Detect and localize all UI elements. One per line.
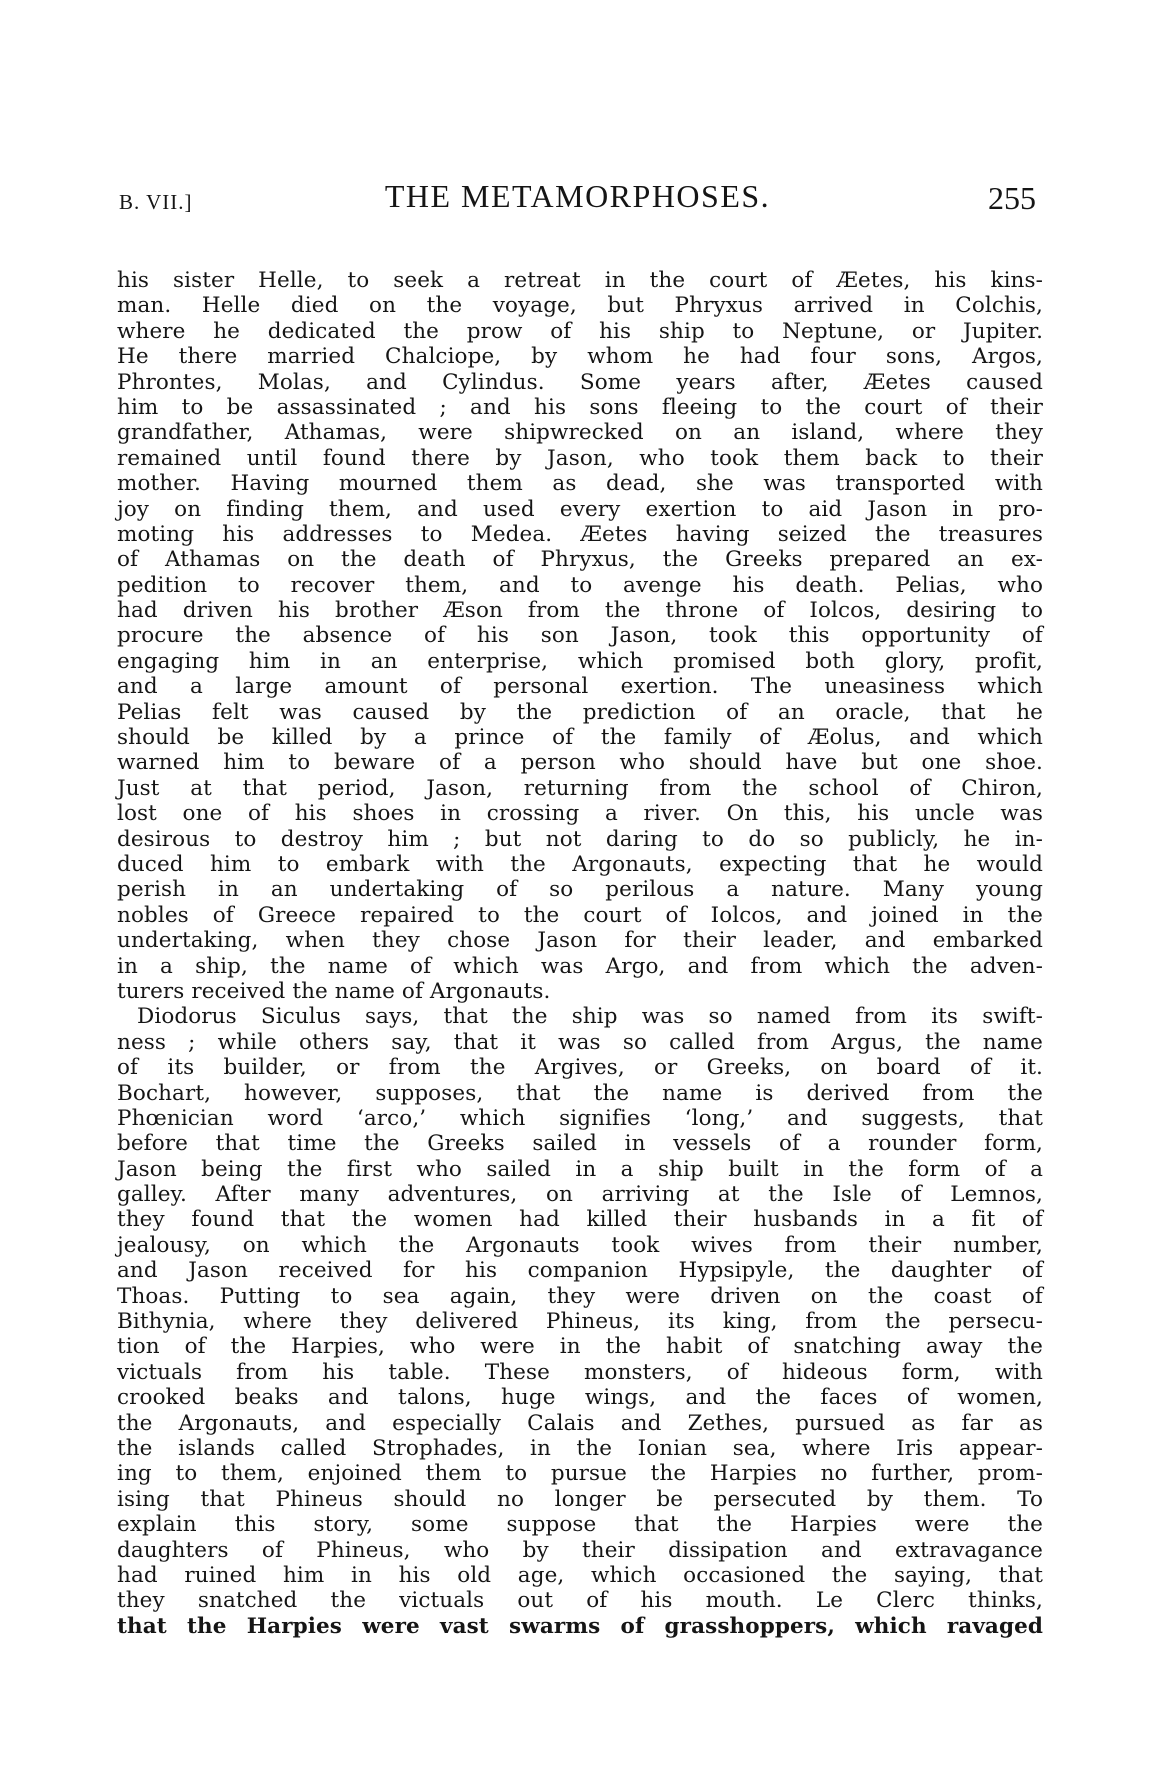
text-line: moting his addresses to Medea. Æetes having seized the treasures [117,521,1043,547]
page-number: 255 [988,180,1036,216]
text-line: Just at that period, Jason, returning from the school of Chiron, [117,775,1043,801]
text-line: Jason being the first who sailed in a ship built in the form of a [117,1156,1043,1182]
text-line: pedition to recover them, and to avenge his death. Pelias, who [117,572,1043,598]
text-line: and a large amount of personal exertion. The uneasiness which [117,674,1043,700]
text-line: daughters of Phineus, who by their dissipation and extravagance [117,1537,1043,1563]
text-line: Phrontes, Molas, and Cylindus. Some years after, Æetes caused [117,369,1043,395]
text-line: in a ship, the name of which was Argo, and from which the adven- [117,953,1043,979]
text-line: duced him to embark with the Argonauts, expecting that he would [117,851,1043,877]
text-line: Bochart, however, supposes, that the name is derived from the [117,1080,1043,1106]
text-line: Thoas. Putting to sea again, they were driven on the coast of [117,1283,1043,1309]
text-line: his sister Helle, to seek a retreat in the court of Æetes, his kins- [117,268,1043,293]
text-line: procure the absence of his son Jason, took this opportunity of [117,623,1043,649]
text-line: had ruined him in his old age, which occasioned the saying, that [117,1562,1043,1588]
book-section-label: B. VII.] [119,190,193,214]
text-line: engaging him in an enterprise, which promised both glory, profit, [117,648,1043,674]
text-line: tion of the Harpies, who were in the habit of snatching away the [117,1334,1043,1360]
text-line: mother. Having mourned them as dead, she was transported with [117,471,1043,497]
text-line: ness ; while others say, that it was so called from Argus, the name [117,1029,1043,1055]
text-line: remained until found there by Jason, who took them back to their [117,445,1043,471]
text-line: warned him to beware of a person who should have but one shoe. [117,750,1043,776]
text-line: victuals from his table. These monsters, of hideous form, with [117,1359,1043,1385]
paragraph-start-line: Diodorus Siculus says, that the ship was so named from its swift- [137,1004,1043,1030]
text-line: undertaking, when they chose Jason for their leader, and embarked [117,928,1043,954]
text-line: lost one of his shoes in crossing a river. On this, his uncle was [117,801,1043,827]
text-line: where he dedicated the prow of his ship to Neptune, or Jupiter. [117,318,1043,344]
text-line: Phœnician word ‘arco,’ which signifies ‘long,’ and suggests, that [117,1105,1043,1131]
text-line: perish in an undertaking of so perilous a nature. Many young [117,877,1043,903]
text-line: joy on finding them, and used every exertion to aid Jason in pro- [117,496,1043,522]
paragraph-end-line: turers received the name of Argonauts. [117,978,551,1004]
text-line: him to be assassinated ; and his sons fleeing to the court of their [117,394,1043,420]
text-line: of its builder, or from the Argives, or Greeks, on board of it. [117,1055,1043,1081]
text-line: had driven his brother Æson from the throne of Iolcos, desiring to [117,598,1043,624]
text-line: ing to them, enjoined them to pursue the Harpies no further, prom- [117,1461,1043,1487]
text-line: Pelias felt was caused by the prediction of an oracle, that he [117,699,1043,725]
text-line: crooked beaks and talons, huge wings, and the faces of women, [117,1385,1043,1411]
text-line: galley. After many adventures, on arriving at the Isle of Lemnos, [117,1182,1043,1208]
text-line: He there married Chalciope, by whom he had four sons, Argos, [117,344,1043,370]
text-line: and Jason received for his companion Hypsipyle, the daughter of [117,1258,1043,1284]
body-text [117,268,1043,1639]
text-line: desirous to destroy him ; but not daring to do so publicly, he in- [117,826,1043,852]
running-head [119,178,1036,222]
text-line: they snatched the victuals out of his mouth. Le Clerc thinks, [117,1588,1043,1614]
text-line: grandfather, Athamas, were shipwrecked on an island, where they [117,420,1043,446]
text-line: the islands called Strophades, in the Ionian sea, where Iris appear- [117,1435,1043,1461]
text-line: man. Helle died on the voyage, but Phryxus arrived in Colchis, [117,293,1043,319]
text-line: should be killed by a prince of the family of Æolus, and which [117,725,1043,751]
page-title: THE METAMORPHOSES. [384,178,771,214]
text-line: nobles of Greece repaired to the court of Iolcos, and joined in the [117,902,1043,928]
text-line: ising that Phineus should no longer be persecuted by them. To [117,1486,1043,1512]
text-line: they found that the women had killed their husbands in a fit of [117,1207,1043,1233]
text-line: before that time the Greeks sailed in vessels of a rounder form, [117,1131,1043,1157]
text-line: explain this story, some suppose that the Harpies were the [117,1512,1043,1538]
text-line: Bithynia, where they delivered Phineus, its king, from the persecu- [117,1309,1043,1335]
text-line: that the Harpies were vast swarms of grasshoppers, which ravaged [117,1613,1043,1639]
text-line: of Athamas on the death of Phryxus, the Greeks prepared an ex- [117,547,1043,573]
text-line: the Argonauts, and especially Calais and Zethes, pursued as far as [117,1410,1043,1436]
text-line: jealousy, on which the Argonauts took wives from their number, [117,1232,1043,1258]
